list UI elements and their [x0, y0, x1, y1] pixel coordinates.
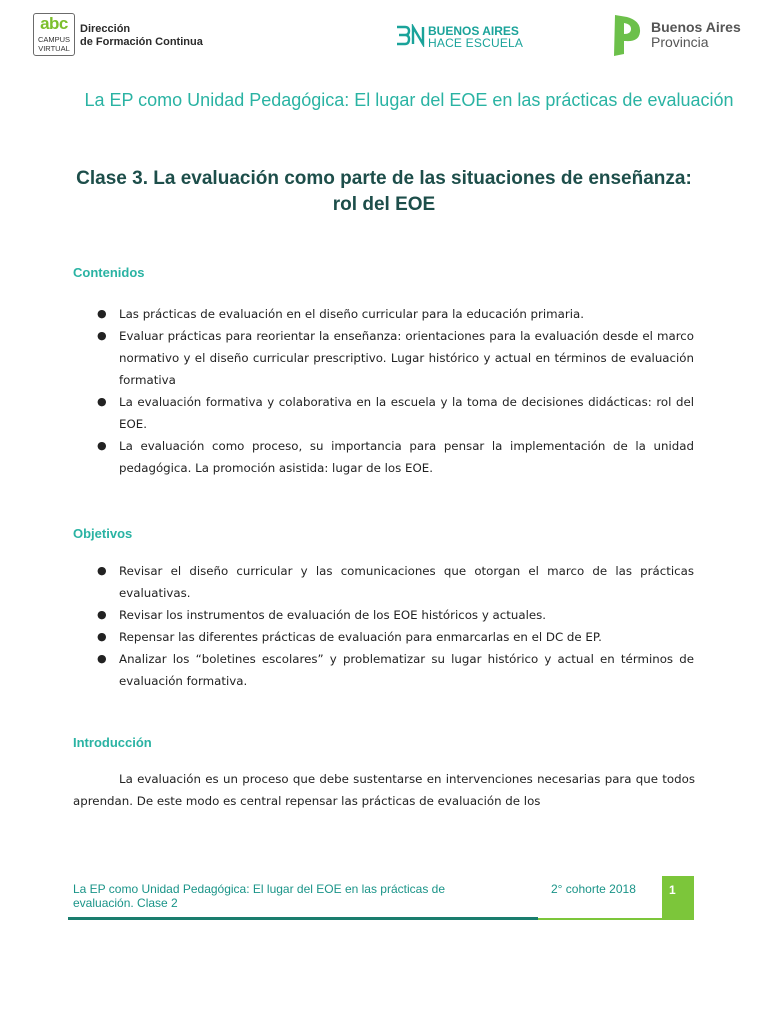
bullet-icon: ●	[97, 564, 107, 577]
provincia-line2: Provincia	[651, 34, 709, 50]
footer-divider-accent	[538, 918, 694, 920]
list-item: ● Analizar los “boletines escolares” y problematizar su lugar histórico y actual en términos de evaluación formativa.	[73, 648, 694, 692]
provincia-line1: Buenos Aires	[651, 19, 741, 35]
abc-campus-virtual-logo	[33, 13, 75, 56]
abc-logo-word: abc	[40, 14, 68, 33]
bahe-mark-icon	[395, 24, 425, 47]
list-item: ● Las prácticas de evaluación en el diseño curricular para la educación primaria.	[73, 303, 694, 325]
list-item: ● Revisar los instrumentos de evaluación de los EOE históricos y actuales.	[73, 604, 694, 626]
bullet-icon: ●	[97, 307, 107, 320]
footer-divider	[68, 917, 538, 920]
list-item: ● Revisar el diseño curricular y las comunicaciones que otorgan el marco de las prácticas evaluativas.	[73, 560, 694, 604]
bullet-icon: ●	[97, 630, 107, 643]
course-title: La EP como Unidad Pedagógica: El lugar del EOE en las prácticas de evaluación	[84, 90, 734, 110]
footer-course-line: La EP como Unidad Pedagógica: El lugar del EOE en las prácticas de evaluación. Clase 2	[73, 882, 445, 910]
provincia-p-icon	[609, 13, 643, 57]
list-item: ● Evaluar prácticas para reorientar la enseñanza: orientaciones para la evaluación desde el marco normativo y el diseño curricular prescriptivo. Lugar histórico y actual en términos de evaluación formativa	[73, 325, 694, 391]
list-item: ● Repensar las diferentes prácticas de evaluación para enmarcarlas en el DC de EP.	[73, 626, 694, 648]
abc-org-line2: de Formación Continua	[80, 36, 203, 48]
page-number-badge	[662, 876, 694, 919]
introduccion-heading: Introducción	[73, 735, 152, 750]
bullet-icon: ●	[97, 439, 107, 452]
bullet-icon: ●	[97, 395, 107, 408]
footer-cohort: 2° cohorte 2018	[551, 882, 636, 896]
introduccion-paragraph: La evaluación es un proceso que debe sustentarse en intervenciones necesarias para que todos aprendan. De este modo es central repensar las prácticas de evaluación de los	[73, 772, 695, 808]
class-title: Clase 3. La evaluación como parte de las situaciones de enseñanza: rol del EOE	[76, 168, 692, 215]
bullet-icon: ●	[97, 608, 107, 621]
list-item: ● La evaluación formativa y colaborativa en la escuela y la toma de decisiones didácticas: rol del EOE.	[73, 391, 694, 435]
bahe-line2: HACE ESCUELA	[428, 36, 524, 50]
abc-logo-campus: CAMPUS	[37, 35, 71, 44]
list-item: ● La evaluación como proceso, su importancia para pensar la implementación de la unidad pedagógica. La promoción asistida: lugar de los EOE.	[73, 435, 694, 479]
bullet-icon: ●	[97, 329, 107, 342]
objetivos-heading: Objetivos	[73, 526, 133, 541]
abc-logo-virtual: VIRTUAL	[38, 44, 70, 53]
abc-org-name	[80, 23, 203, 49]
abc-org-line1: Dirección	[80, 23, 131, 35]
bahe-line1: BUENOS AIRES	[428, 24, 519, 38]
bullet-icon: ●	[97, 652, 107, 665]
page-number: 1	[669, 883, 676, 897]
contenidos-heading: Contenidos	[73, 265, 145, 280]
